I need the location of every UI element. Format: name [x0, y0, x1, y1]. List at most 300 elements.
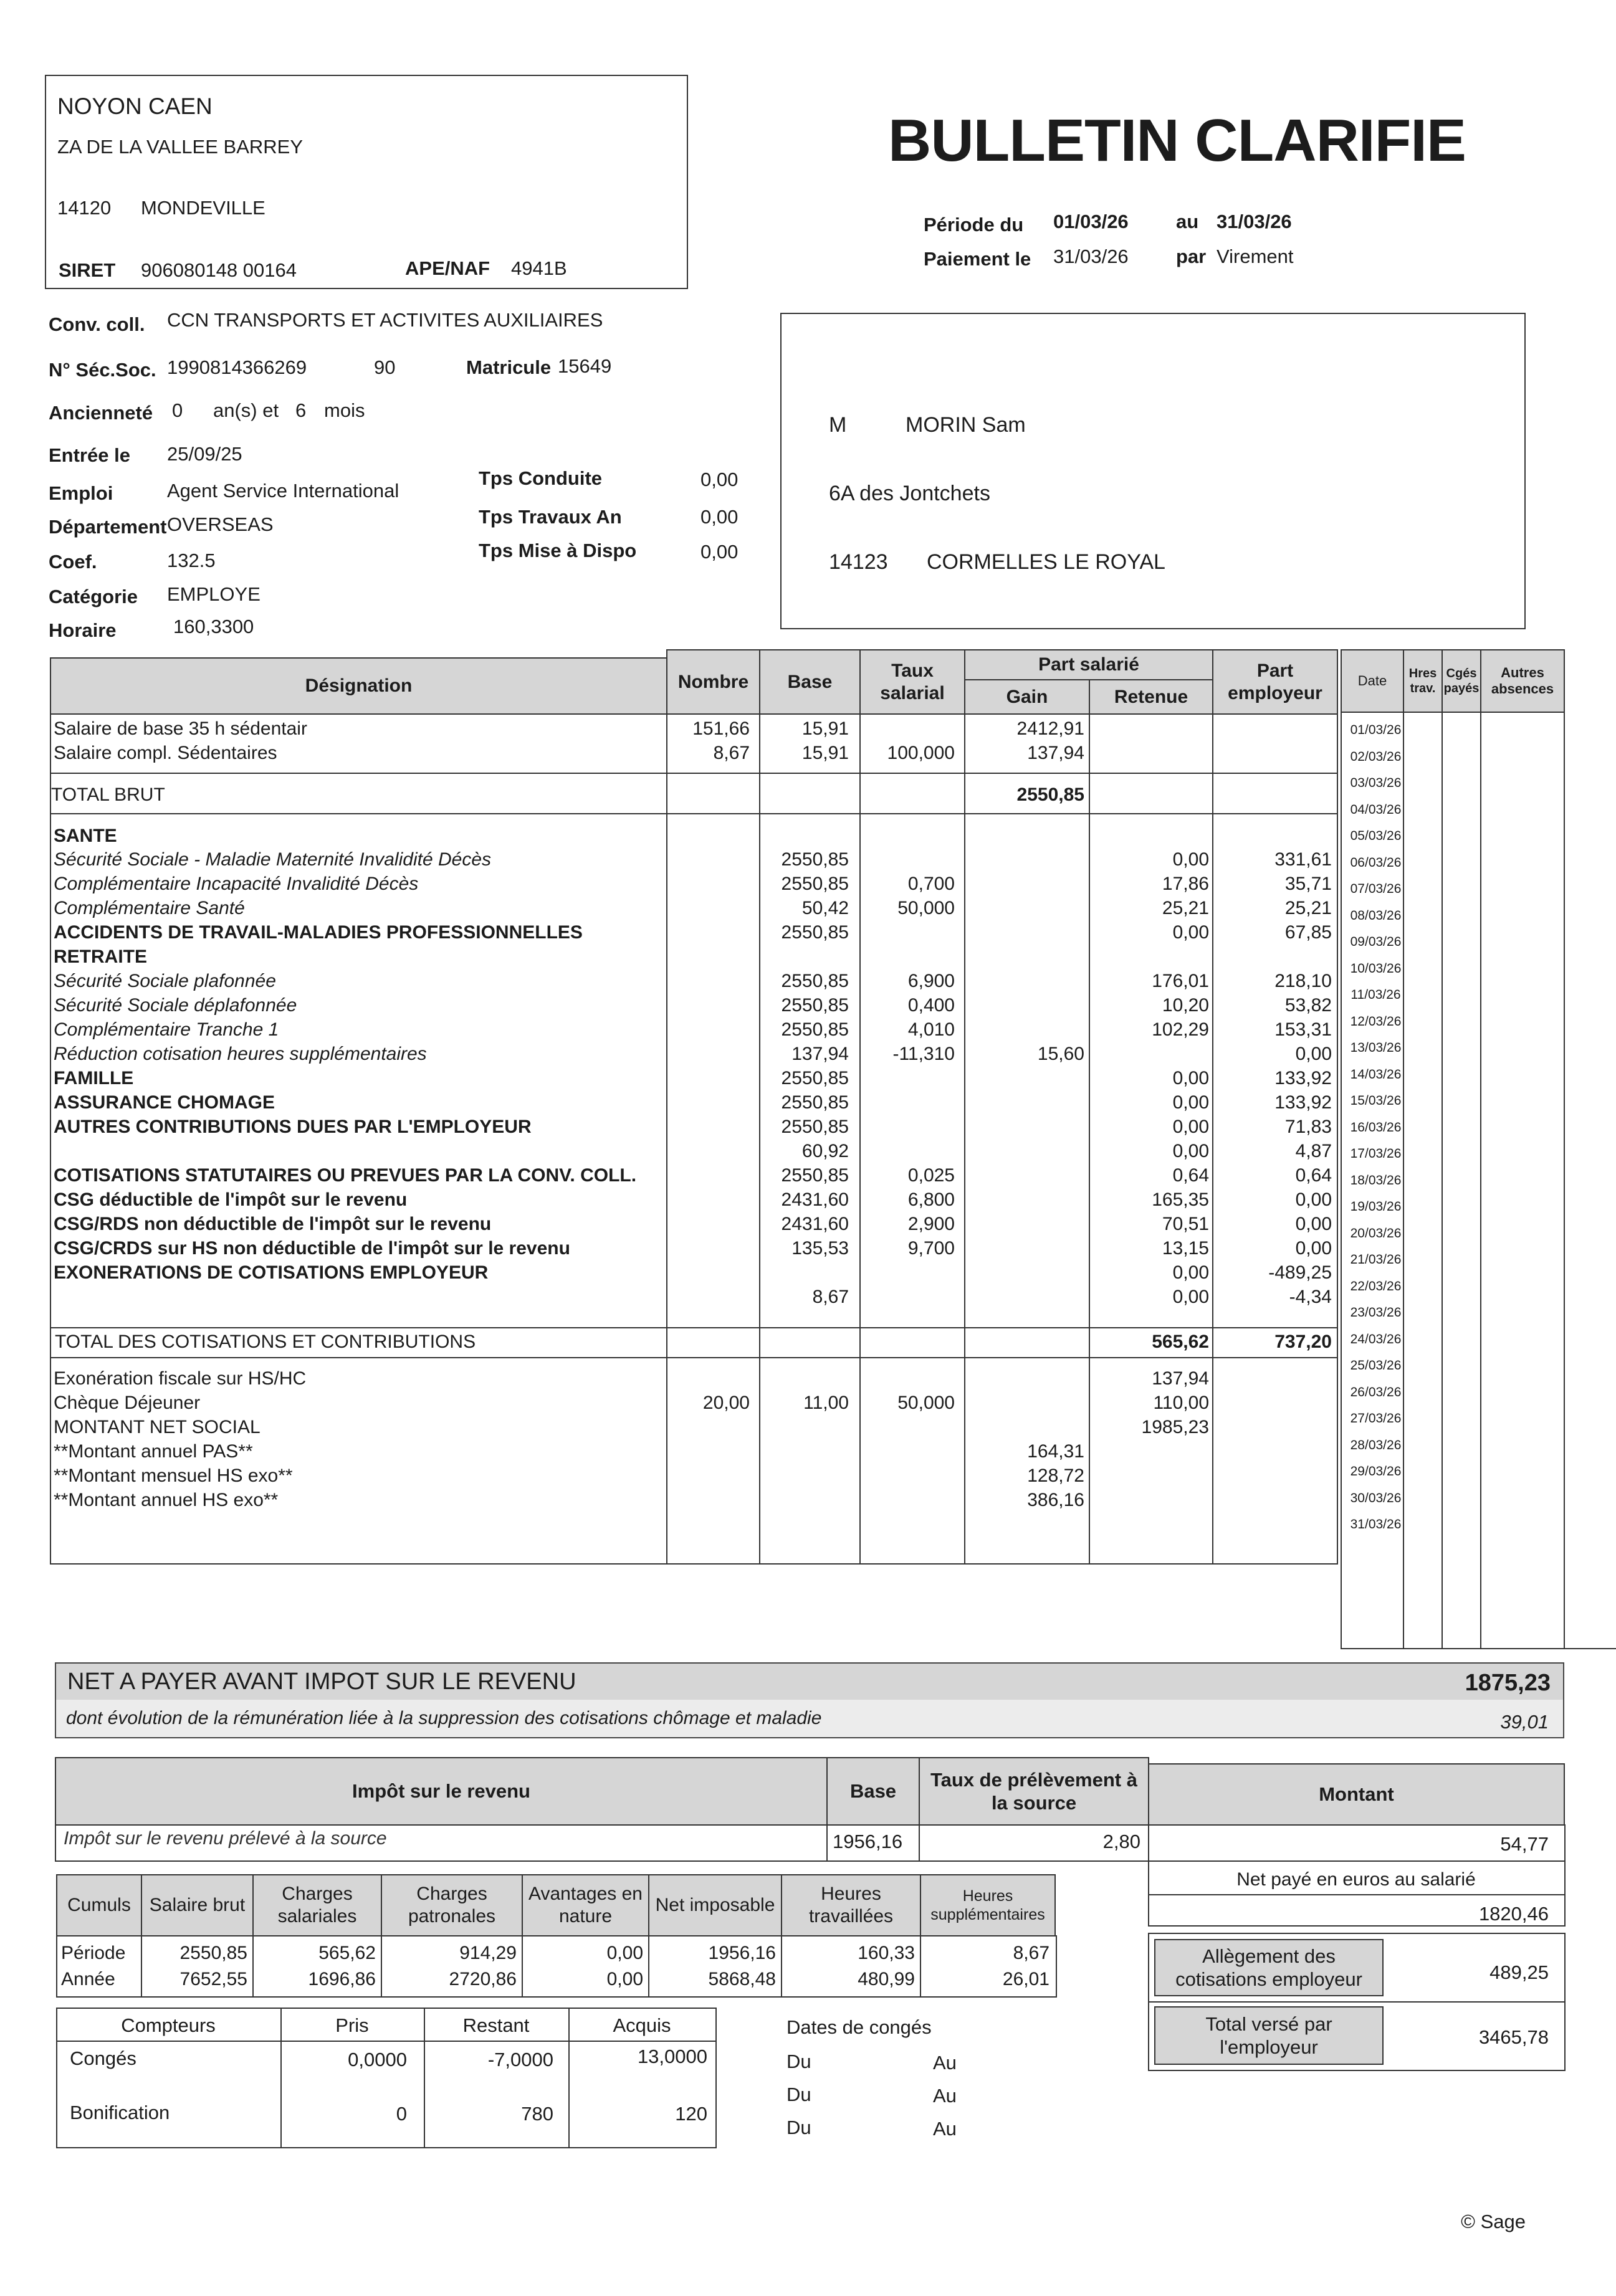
conv-value: CCN TRANSPORTS ET ACTIVITES AUXILIAIRES: [167, 309, 603, 331]
table-row: [51, 945, 1338, 969]
allegement-value: 489,25: [1489, 1961, 1549, 1983]
row-taux: 100,000: [887, 743, 955, 763]
impot-taux-value: 2,80: [1102, 1831, 1140, 1852]
row-designation: Chèque Déjeuner: [54, 1393, 201, 1413]
anciennete-months-unit: mois: [324, 399, 365, 421]
total-brut-row: [51, 783, 1338, 807]
row-designation: ASSURANCE CHOMAGE: [54, 1092, 275, 1113]
row-retenue: 13,15: [1162, 1238, 1209, 1259]
date-cell: 01/03/26: [1350, 723, 1402, 737]
row-taux: 6,900: [907, 971, 955, 991]
anciennete-years-unit: an(s) et: [213, 399, 279, 421]
row-gain: 164,31: [1027, 1441, 1084, 1462]
date-cell: 03/03/26: [1350, 776, 1402, 790]
period-to: 31/03/26: [1217, 211, 1292, 232]
cumuls-periode-cell: 160,33: [858, 1943, 915, 1963]
header-taux: [859, 649, 965, 715]
ape-value: 4941B: [511, 257, 567, 279]
allegement-label: Allègement des cotisations employeur: [1175, 1945, 1362, 1990]
impot-header: Impôt sur le revenu: [55, 1757, 828, 1826]
row-base: 2550,85: [781, 995, 849, 1016]
row-designation: CSG/CRDS sur HS non déductible de l'impôt sur le revenu: [54, 1238, 570, 1259]
date-cell: 04/03/26: [1350, 802, 1402, 817]
table-row: [51, 1464, 1338, 1489]
payment-date: 31/03/26: [1053, 245, 1129, 267]
row-retenue: 137,94: [1152, 1368, 1209, 1389]
cumuls-periode-cell: 565,62: [318, 1943, 376, 1963]
compteurs-header-line: [56, 2041, 715, 2042]
total-cotisations-employeur: 737,20: [1274, 1331, 1332, 1352]
row-retenue: 10,20: [1162, 995, 1209, 1016]
row-retenue: 102,29: [1152, 1019, 1209, 1040]
row-base: 11,00: [803, 1393, 849, 1413]
row-base: 2550,85: [781, 1165, 849, 1186]
cumuls-annee-cell: 1696,86: [308, 1969, 376, 1989]
header-gain: Gain: [964, 679, 1090, 715]
date-cell: 21/03/26: [1350, 1252, 1402, 1267]
row-designation: Complémentaire Tranche 1: [54, 1019, 279, 1040]
cumuls-annee-cell: 0,00: [606, 1969, 643, 1989]
row-retenue: 0,00: [1172, 849, 1209, 870]
row-designation: ACCIDENTS DE TRAVAIL-MALADIES PROFESSIONNELLES: [54, 922, 583, 943]
employee-postcode: 14123: [829, 550, 888, 574]
dates-conges-du: Du: [786, 2084, 811, 2105]
dates-conges-du: Du: [786, 2117, 811, 2138]
row-gain: 128,72: [1027, 1465, 1084, 1486]
date-cell: 29/03/26: [1350, 1464, 1402, 1479]
table-row: [51, 847, 1338, 872]
coef-value: 132.5: [167, 550, 216, 571]
row-designation: Réduction cotisation heures supplémentaires: [54, 1044, 427, 1064]
employee-civility: M: [829, 413, 847, 437]
impot-taux-header: [919, 1757, 1149, 1826]
row-nombre: 20,00: [702, 1393, 750, 1413]
secu-value: 1990814366269: [167, 356, 307, 378]
total-brut-label: TOTAL BRUT: [51, 784, 165, 805]
employee-city: CORMELLES LE ROYAL: [927, 550, 1165, 574]
conv-label: Conv. coll.: [49, 313, 145, 335]
impot-col-line: [826, 1824, 828, 1862]
table-row: [51, 1042, 1338, 1067]
row-employeur: -489,25: [1268, 1262, 1332, 1283]
table-row: [51, 1139, 1338, 1164]
cumuls-annee-cell: 26,01: [1002, 1969, 1049, 1989]
row-designation: Sécurité Sociale - Maladie Maternité Invalidité Décès: [54, 849, 491, 870]
evolution-label: dont évolution de la rémunération liée à la suppression des cotisations chômage et maladie: [66, 1708, 822, 1728]
date-cell: 20/03/26: [1350, 1226, 1402, 1241]
row-nombre: 8,67: [713, 743, 750, 763]
table-row: [51, 1115, 1338, 1140]
employee-street: 6A des Jontchets: [829, 482, 990, 505]
header-designation: Désignation: [50, 657, 667, 715]
secu-label: N° Séc.Soc.: [49, 359, 156, 381]
row-taux: 50,000: [897, 1393, 955, 1413]
entree-label: Entrée le: [49, 444, 130, 466]
cumuls-header: Avantages en nature: [522, 1874, 649, 1936]
row-employeur: 0,00: [1295, 1189, 1332, 1210]
row-retenue: 0,00: [1172, 1287, 1209, 1307]
header-cges: Cgés payés: [1441, 649, 1481, 713]
row-retenue: 0,00: [1172, 1141, 1209, 1161]
date-cell: 15/03/26: [1350, 1093, 1402, 1108]
date-grid-line: [1564, 712, 1565, 1649]
row-designation: Sécurité Sociale déplafonnée: [54, 995, 297, 1016]
siret-value: 906080148 00164: [141, 259, 297, 281]
row-retenue: 0,00: [1172, 1117, 1209, 1137]
row-retenue: 0,00: [1172, 922, 1209, 943]
header-autres: Autres absences: [1480, 649, 1565, 713]
date-cell: 24/03/26: [1350, 1331, 1402, 1346]
row-employeur: 25,21: [1284, 898, 1332, 918]
row-base: 2550,85: [781, 1068, 849, 1088]
row-designation: MONTANT NET SOCIAL: [54, 1417, 261, 1437]
date-cell: 06/03/26: [1350, 855, 1402, 870]
tps-conduite-label: Tps Conduite: [479, 467, 603, 489]
date-cell: 13/03/26: [1350, 1041, 1402, 1055]
employer-address: ZA DE LA VALLEE BARREY: [57, 136, 303, 158]
tps-mise-value: 0,00: [700, 541, 739, 563]
table-row: [51, 1188, 1338, 1212]
horaire-value: 160,3300: [173, 616, 254, 637]
row-designation: SANTE: [54, 826, 117, 846]
impot-base-header: Base: [826, 1757, 920, 1826]
date-cell: 16/03/26: [1350, 1120, 1402, 1135]
table-row: [51, 717, 1338, 741]
matricule-value: 15649: [558, 355, 612, 377]
impot-montant-value: 54,77: [1500, 1833, 1549, 1855]
table-row: [51, 1212, 1338, 1237]
row-designation: Exonération fiscale sur HS/HC: [54, 1368, 307, 1389]
dates-conges-au: Au: [933, 2052, 957, 2074]
table-row: [51, 1090, 1338, 1115]
anciennete-label: Ancienneté: [49, 402, 153, 424]
date-grid-line: [1403, 712, 1404, 1649]
row-base: 2431,60: [781, 1189, 849, 1210]
cumuls-header: Charges salariales: [252, 1874, 382, 1936]
row-employeur: 0,64: [1295, 1165, 1332, 1186]
conges-pris: 0,0000: [348, 2049, 407, 2070]
date-cell: 07/03/26: [1350, 882, 1402, 896]
table-row: [51, 1488, 1338, 1513]
header-base: Base: [759, 649, 861, 715]
cumuls-header: Charges patronales: [381, 1874, 523, 1936]
date-cell: 22/03/26: [1350, 1279, 1402, 1293]
total-brut-line: [50, 813, 1337, 814]
row-designation: Complémentaire Incapacité Invalidité Décès: [54, 874, 419, 894]
table-row: [51, 1391, 1338, 1416]
tps-conduite-value: 0,00: [700, 469, 739, 490]
row-base: 2550,85: [781, 1019, 849, 1040]
header-taux-text: Taux salarial: [880, 660, 945, 703]
employee-name: MORIN Sam: [906, 413, 1026, 437]
net-paye-value: 1820,46: [1478, 1903, 1549, 1925]
row-taux: 0,400: [907, 995, 955, 1016]
table-row: [51, 993, 1338, 1018]
cumuls-header: Heures travaillées: [781, 1874, 921, 1936]
row-employeur: 133,92: [1274, 1068, 1332, 1088]
period-to-label: au: [1176, 211, 1199, 232]
payment-by-label: par: [1176, 245, 1207, 267]
total-cotisations-row: [51, 1330, 1338, 1355]
period-from: 01/03/26: [1053, 211, 1129, 232]
row-retenue: 25,21: [1162, 898, 1209, 918]
date-grid-line: [1341, 1648, 1616, 1649]
row-retenue: 0,00: [1172, 1262, 1209, 1283]
row-base: 135,53: [791, 1238, 849, 1259]
impot-row-label: Impôt sur le revenu prélevé à la source: [64, 1828, 387, 1849]
net-paye-line: [1148, 1894, 1564, 1895]
cumuls-periode-cell: 0,00: [606, 1943, 643, 1963]
row-employeur: 153,31: [1274, 1019, 1332, 1040]
row-base: 50,42: [801, 898, 849, 918]
compteurs-header-acquis: Acquis: [613, 2014, 671, 2036]
row-taux: 50,000: [897, 898, 955, 918]
table-row: [51, 741, 1338, 766]
dates-conges-au: Au: [933, 2085, 957, 2107]
row-designation: **Montant annuel PAS**: [54, 1441, 253, 1462]
date-cell: 31/03/26: [1350, 1517, 1402, 1531]
table-row: [51, 872, 1338, 897]
row-retenue: 176,01: [1152, 971, 1209, 991]
row-base: 2550,85: [781, 971, 849, 991]
row-base: 2550,85: [781, 1117, 849, 1137]
date-cell: 26/03/26: [1350, 1384, 1402, 1399]
header-part-employeur-text: Part employeur: [1228, 660, 1322, 703]
compteurs-header-restant: Restant: [462, 2014, 530, 2036]
date-cell: 08/03/26: [1350, 908, 1402, 923]
total-brut-gain: 2550,85: [1016, 784, 1084, 805]
row-retenue: 0,64: [1172, 1165, 1209, 1186]
dates-conges-au: Au: [933, 2118, 957, 2140]
cumuls-periode-cell: Période: [61, 1943, 126, 1963]
total-cotisations-label: TOTAL DES COTISATIONS ET CONTRIBUTIONS: [55, 1331, 476, 1352]
footer-sage: © Sage: [1461, 2211, 1526, 2232]
cumuls-header: Net imposable: [648, 1874, 782, 1936]
row-retenue: 1985,23: [1141, 1417, 1209, 1437]
table-row: [51, 1439, 1338, 1464]
date-cell: 28/03/26: [1350, 1437, 1402, 1452]
date-cell: 23/03/26: [1350, 1305, 1402, 1320]
employer-city: MONDEVILLE: [141, 197, 265, 219]
bonification-label: Bonification: [70, 2102, 170, 2123]
table-row: [51, 920, 1338, 945]
siret-label: SIRET: [59, 259, 116, 281]
date-cell: 19/03/26: [1350, 1199, 1402, 1214]
header-nombre: Nombre: [666, 649, 760, 715]
table-row: [51, 896, 1338, 921]
row-taux: 0,700: [907, 874, 955, 894]
secu-key: 90: [374, 356, 396, 378]
row-taux: -11,310: [892, 1044, 955, 1064]
row-retenue: 110,00: [1153, 1393, 1209, 1413]
row-gain: 386,16: [1027, 1490, 1084, 1510]
cumuls-col-line: [648, 1935, 649, 1998]
date-cell: 27/03/26: [1350, 1411, 1402, 1426]
net-avant-impot-value: 1875,23: [1465, 1670, 1551, 1696]
row-employeur: 0,00: [1295, 1044, 1332, 1064]
row-employeur: 0,00: [1295, 1238, 1332, 1259]
table-row: [51, 1236, 1338, 1261]
categorie-label: Catégorie: [49, 586, 138, 607]
row-retenue: 0,00: [1172, 1068, 1209, 1088]
header-hres: Hres trav.: [1403, 649, 1443, 713]
ape-label: APE/NAF: [405, 257, 490, 279]
date-cell: 05/03/26: [1350, 829, 1402, 843]
row-employeur: 53,82: [1284, 995, 1332, 1016]
cumuls-header: Cumuls: [56, 1874, 142, 1936]
row-gain: 137,94: [1027, 743, 1084, 763]
net-paye-label: Net payé en euros au salarié: [1236, 1869, 1476, 1890]
date-cell: 12/03/26: [1350, 1014, 1402, 1029]
row-base: 2431,60: [781, 1214, 849, 1234]
entree-value: 25/09/25: [167, 443, 242, 465]
table-row: [51, 1017, 1338, 1042]
table-row: [51, 1285, 1338, 1310]
cumuls-periode-cell: 8,67: [1013, 1943, 1049, 1963]
table-row: [51, 969, 1338, 994]
evolution-value: 39,01: [1500, 1711, 1549, 1733]
cumuls-col-line: [252, 1935, 254, 1998]
row-designation: **Montant annuel HS exo**: [54, 1490, 279, 1510]
row-designation: Salaire de base 35 h sédentair: [54, 718, 307, 739]
dates-conges-title: Dates de congés: [786, 2016, 932, 2038]
row-designation: **Montant mensuel HS exo**: [54, 1465, 293, 1486]
cumuls-col-line: [522, 1935, 523, 1998]
horaire-label: Horaire: [49, 619, 117, 641]
cumuls-header: Heures supplémentaires: [920, 1874, 1056, 1936]
cumuls-col-line: [381, 1935, 382, 1998]
row-retenue: 70,51: [1162, 1214, 1209, 1234]
date-grid-line: [1341, 712, 1342, 1649]
bonification-restant: 780: [521, 2103, 553, 2125]
row-taux: 0,025: [907, 1165, 955, 1186]
date-cell: 25/03/26: [1350, 1358, 1402, 1373]
table-row: [51, 1163, 1338, 1188]
date-grid-line: [1480, 712, 1481, 1649]
emploi-value: Agent Service International: [167, 480, 399, 502]
row-employeur: 133,92: [1274, 1092, 1332, 1113]
row-gain: 15,60: [1037, 1044, 1084, 1064]
date-cell: 30/03/26: [1350, 1490, 1402, 1505]
table-row: [51, 1260, 1338, 1285]
total-verse-value: 3465,78: [1478, 2026, 1549, 2048]
impot-col-line: [919, 1824, 920, 1862]
header-retenue: Retenue: [1089, 679, 1213, 715]
emploi-label: Emploi: [49, 482, 113, 504]
cumuls-header: Salaire brut: [141, 1874, 254, 1936]
row-employeur: 4,87: [1295, 1141, 1332, 1161]
conges-acquis: 13,0000: [637, 2046, 707, 2067]
table-row: [51, 1066, 1338, 1091]
compteurs-header-compteurs: Compteurs: [121, 2014, 216, 2036]
employer-postcode: 14120: [57, 197, 112, 219]
header-part-employeur: [1212, 649, 1338, 715]
date-cell: 09/03/26: [1350, 935, 1402, 949]
employer-name: NOYON CAEN: [57, 93, 213, 119]
allegement-line: [1148, 2001, 1564, 2003]
table-row: [51, 824, 1338, 849]
dates-conges-du: Du: [786, 2051, 811, 2072]
payment-label: Paiement le: [924, 248, 1031, 270]
net-avant-impot-label: NET A PAYER AVANT IMPOT SUR LE REVENU: [67, 1669, 576, 1695]
row-employeur: 218,10: [1274, 971, 1332, 991]
row-designation: RETRAITE: [54, 946, 147, 967]
total-verse-label: Total versé par l'employeur: [1205, 2013, 1332, 2058]
cumuls-col-line: [781, 1935, 782, 1998]
cumuls-periode-cell: 1956,16: [708, 1943, 776, 1963]
row-designation: CSG déductible de l'impôt sur le revenu: [54, 1189, 408, 1210]
row-employeur: 35,71: [1284, 874, 1332, 894]
row-base: 137,94: [791, 1044, 849, 1064]
row-taux: 6,800: [907, 1189, 955, 1210]
row-designation: Complémentaire Santé: [54, 898, 245, 918]
total-cotisations-line: [50, 1357, 1337, 1358]
row-taux: 4,010: [907, 1019, 955, 1040]
cumuls-annee-cell: 5868,48: [708, 1969, 776, 1989]
row-base: 15,91: [801, 718, 849, 739]
impot-taux-header-text: Taux de prélèvement à la source: [930, 1768, 1137, 1814]
date-cell: 10/03/26: [1350, 961, 1402, 976]
row-employeur: 0,00: [1295, 1214, 1332, 1234]
cumuls-annee-cell: 2720,86: [449, 1969, 517, 1989]
conges-label: Congés: [70, 2047, 136, 2069]
bonification-acquis: 120: [675, 2103, 707, 2125]
row-base: 2550,85: [781, 922, 849, 943]
row-retenue: 165,35: [1152, 1189, 1209, 1210]
row-base: 2550,85: [781, 1092, 849, 1113]
row-designation: AUTRES CONTRIBUTIONS DUES PAR L'EMPLOYEUR: [54, 1117, 532, 1137]
cumuls-periode-cell: 914,29: [459, 1943, 517, 1963]
row-designation: COTISATIONS STATUTAIRES OU PREVUES PAR LA CONV. COLL.: [54, 1165, 637, 1186]
total-cotisations-retenue: 565,62: [1152, 1331, 1209, 1352]
anciennete-years: 0: [172, 399, 183, 421]
tps-mise-label: Tps Mise à Dispo: [479, 540, 637, 561]
row-designation: FAMILLE: [54, 1068, 134, 1088]
cumuls-col-line: [141, 1935, 142, 1998]
tps-travaux-label: Tps Travaux An: [479, 506, 622, 528]
period-from-label: Période du: [924, 214, 1024, 236]
cumuls-annee-cell: Année: [61, 1969, 115, 1989]
compteurs-header-pris: Pris: [335, 2014, 369, 2036]
row-nombre: 151,66: [692, 718, 750, 739]
total-verse-label-cell: [1154, 2006, 1384, 2065]
bonification-pris: 0: [396, 2103, 407, 2125]
row-employeur: -4,34: [1289, 1287, 1332, 1307]
date-cell: 18/03/26: [1350, 1173, 1402, 1188]
cumuls-periode-cell: 2550,85: [179, 1943, 247, 1963]
conges-restant: -7,0000: [487, 2049, 553, 2070]
coef-label: Coef.: [49, 551, 97, 573]
row-employeur: 71,83: [1284, 1117, 1332, 1137]
row-employeur: 331,61: [1274, 849, 1332, 870]
cumuls-annee-cell: 480,99: [858, 1969, 915, 1989]
date-cell: 11/03/26: [1351, 988, 1401, 1002]
impot-col-line: [1148, 1824, 1149, 1862]
row-base: 15,91: [801, 743, 849, 763]
row-designation: EXONERATIONS DE COTISATIONS EMPLOYEUR: [54, 1262, 489, 1283]
row-retenue: 17,86: [1162, 874, 1209, 894]
departement-value: OVERSEAS: [167, 513, 274, 535]
date-grid-line: [1441, 712, 1443, 1649]
row-base: 2550,85: [781, 849, 849, 870]
row-designation: Salaire compl. Sédentaires: [54, 743, 277, 763]
row-taux: 9,700: [907, 1238, 955, 1259]
tps-travaux-value: 0,00: [700, 506, 739, 528]
row-designation: CSG/RDS non déductible de l'impôt sur le revenu: [54, 1214, 492, 1234]
total-cotisations-line: [50, 1327, 1337, 1328]
row-base: 60,92: [801, 1141, 849, 1161]
departement-label: Département: [49, 516, 167, 538]
